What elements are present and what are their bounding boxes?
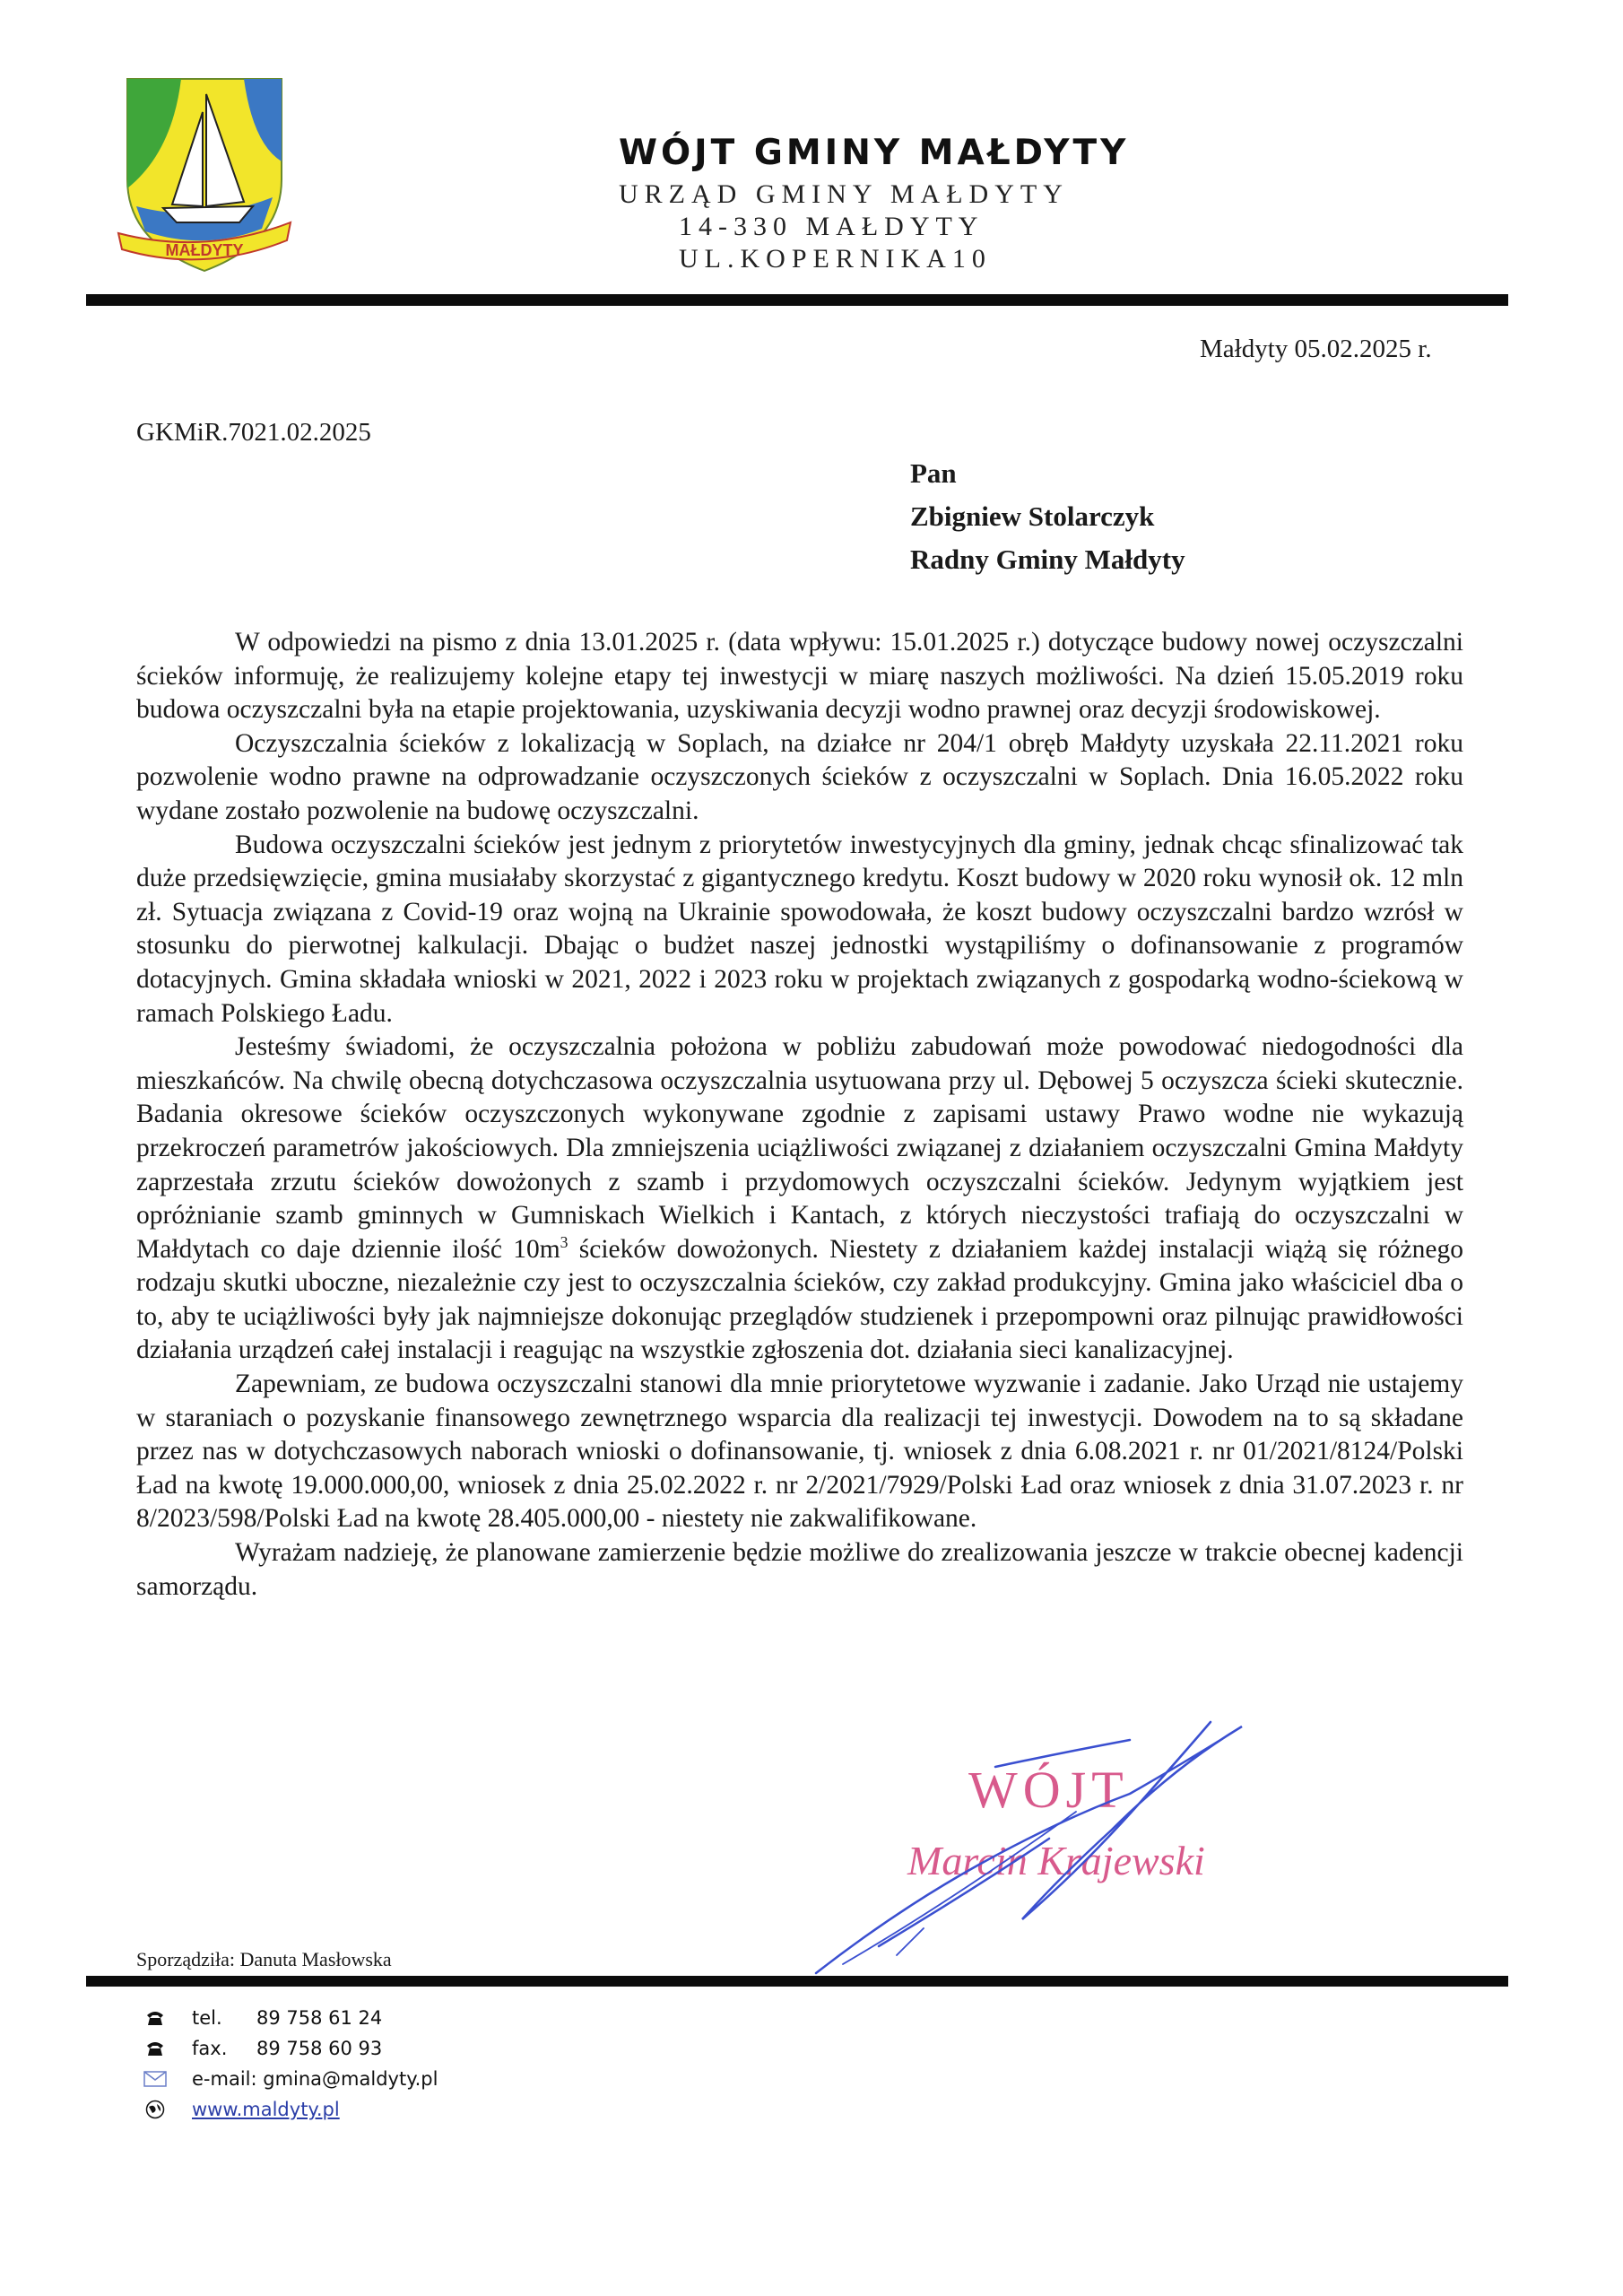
paragraph-6: Wyrażam nadzieję, że planowane zamierzenie będzie możliwe do zrealizowania jeszcze w trakcie obecnej kadencji samorządu.: [136, 1538, 1463, 1601]
website-link[interactable]: www.maldyty.pl: [192, 2099, 340, 2120]
footer-website: [136, 2099, 340, 2120]
fax-label: fax.: [192, 2038, 228, 2059]
letterhead-postal-code: 14-330 MAŁDYTY: [679, 212, 985, 241]
paragraph-4-part-b: ścieków dowożonych. Niestety z działaniem każdej instalacji wiążą się różnego rodzaju skutki uboczne, niezależnie czy jest to oczyszczalnia ścieków, czy zakład produkcyjny. Gmina jako właściciel dba o to, aby te uciążliwości były jak najmniejsze dokonując przeglądów studzienek i przepompowni oraz pilnując prawidłowości działania urządzeń całej instalacji i reagując na wszystkie zgłoszenia dot. działania sieci kanalizacyjnej.: [136, 1234, 1463, 1365]
letterhead-street: UL.KOPERNIKA10: [679, 244, 992, 274]
addressee-role: Radny Gminy Małdyty: [910, 544, 1185, 575]
letter-body: [136, 626, 1463, 1604]
footer-divider: [86, 1976, 1508, 1987]
paragraph-3: Budowa oczyszczalni ścieków jest jednym z priorytetów inwestycyjnych dla gminy, jednak chcąc sfinalizować tak duże przedsięwzięcie, gmina musiałaby skorzystać z gigantycznego kredytu. Koszt budowy w 2020 roku wynosił ok. 12 mln zł. Sytuacja związana z Covid-19 oraz wojną na Ukrainie spowodowała, że koszt budowy oczyszczalni bardzo wzrósł w stosunku do pierwotnej kalkulacji. Dbając o budżet naszej jednostki wystąpiliśmy o dofinansowanie z programów dotacyjnych. Gmina składała wnioski w 2021, 2022 i 2023 roku w projektach związanych z gospodarką wodno-ściekową w ramach Polskiego Ładu.: [136, 830, 1463, 1028]
envelope-icon: [136, 2071, 174, 2087]
footer-phone: [136, 2007, 382, 2029]
letter-date: Małdyty 05.02.2025 r.: [1200, 335, 1432, 363]
paragraph-2: Oczyszczalnia ścieków z lokalizacją w Soplach, na działce nr 204/1 obręb Małdyty uzyskała 22.11.2021 roku pozwolenie wodno prawne na odprowadzanie oczyszczonych ścieków z oczyszczalni w Soplach. Dnia 16.05.2022 roku wydane zostało pozwolenie na budowę oczyszczalni.: [136, 728, 1463, 825]
paragraph-1: W odpowiedzi na pismo z dnia 13.01.2025 r. (data wpływu: 15.01.2025 r.) dotyczące budowy nowej oczyszczalni ścieków informuję, że realizujemy kolejne etapy tej inwestycji w miarę naszych możliwości. Na dzień 15.05.2019 roku budowa oczyszczalni była na etapie projektowania, uzyskiwania decyzji wodno prawnej oraz decyzji środowiskowej.: [136, 628, 1463, 725]
handwritten-signature: [789, 1686, 1255, 1982]
prepared-by: Sporządziła: Danuta Masłowska: [136, 1948, 392, 1970]
footer-fax: [136, 2038, 382, 2059]
letterhead-office: URZĄD GMINY MAŁDYTY: [619, 179, 1069, 209]
letterhead-title: WÓJT GMINY MAŁDYTY: [619, 133, 1130, 173]
paragraph-4: [136, 1031, 1463, 1368]
addressee-name: Zbigniew Stolarczyk: [910, 500, 1155, 532]
addressee-salutation: Pan: [910, 457, 957, 489]
phone-number: 89 758 61 24: [256, 2007, 383, 2029]
phone-label: tel.: [192, 2007, 222, 2029]
fax-icon: [136, 2040, 174, 2057]
globe-icon: [136, 2100, 174, 2119]
cubic-superscript: 3: [560, 1232, 568, 1251]
signature-stamp-name: Marcin Krajewski: [907, 1838, 1205, 1883]
paragraph-4-part-a: Jesteśmy świadomi, że oczyszczalnia położona w pobliżu zabudowań może powodować niedogodności dla mieszkańców. Na chwilę obecną dotychczasowa oczyszczalnia usytuowana przy ul. Dębowej 5 oczyszcza ścieki skutecznie. Badania okresowe ścieków oczyszczonych wykonywane zgodnie z zapisami ustawy Prawo wodne nie wykazują przekroczeń parametrów jakościowych. Dla zmniejszenia uciążliwości związanej z działaniem oczyszczalni Gmina Małdyty zaprzestała zrzutu ścieków dowożonych z szamb i przydomowych oczyszczalni ścieków. Jedynym wyjątkiem jest opróżnianie szamb gminnych w Gumniskach Wielkich i Kantach, z których nieczystości trafiają do oczyszczalni w Małdytach co daje dziennie ilość 10m: [136, 1032, 1463, 1264]
header-divider: [86, 294, 1508, 306]
crest-lettering: MAŁDYTY: [165, 241, 244, 259]
fax-number: 89 758 60 93: [256, 2038, 383, 2059]
telephone-icon: [136, 2010, 174, 2026]
footer-email: [136, 2068, 438, 2090]
municipality-crest-logo: [109, 72, 299, 274]
signature-stamp-title: WÓJT: [968, 1761, 1129, 1819]
reference-number: GKMiR.7021.02.2025: [136, 418, 371, 447]
email-address[interactable]: e-mail: gmina@maldyty.pl: [192, 2068, 438, 2090]
paragraph-5: Zapewniam, ze budowa oczyszczalni stanowi dla mnie priorytetowe wyzwanie i zadanie. Jako Urząd nie ustajemy w staraniach o pozyskanie finansowego zewnętrznego wsparcia dla realizacji tej inwestycji. Dowodem na to są składane przez nas w dotychczasowych naborach wnioski o dofinansowanie, tj. wniosek z dnia 6.08.2021 r. nr 01/2021/8124/Polski Ład na kwotę 19.000.000,00, wniosek z dnia 25.02.2022 r. nr 2/2021/7929/Polski Ład oraz wniosek z dnia 31.07.2023 r. nr 8/2023/598/Polski Ład na kwotę 28.405.000,00 - niestety nie zakwalifikowane.: [136, 1370, 1463, 1534]
